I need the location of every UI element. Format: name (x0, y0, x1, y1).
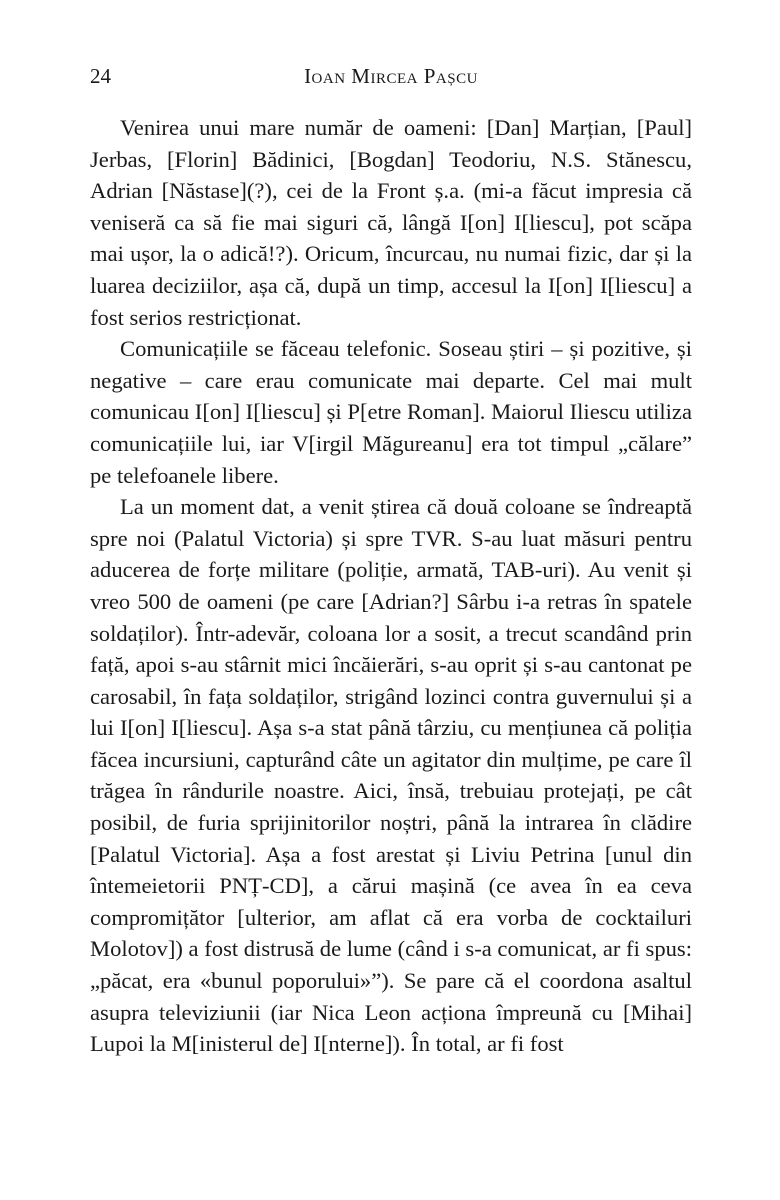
paragraph-1: Venirea unui mare număr de oameni: [Dan] Marțian, [Paul] Jerbas, [Florin] Bădinici, [Bogdan] Teodoriu, N.S. Stănescu, Adrian [Năstase](?), cei de la Front ș.a. (mi-a făcut impresia că veniseră ca să fie mai siguri că, lângă I[on] I[liescu], pot scăpa mai ușor, la o adică!?). Oricum, încurcau, nu numai fizic, dar și la luarea deciziilor, așa că, după un timp, accesul la I[on] I[liescu] a fost serios restricționat. (90, 115, 692, 330)
running-title: Ioan Mircea Pașcu (304, 64, 478, 88)
book-page (90, 60, 692, 1060)
body-text (90, 112, 692, 1060)
paragraph-2: Comunicațiile se făceau telefonic. Soseau știri – și pozitive, și negative – care erau comunicate mai departe. Cel mai mult comunicau I[on] I[liescu] și P[etre Roman]. Maiorul Iliescu utiliza comunicațiile lui, iar V[irgil Măgureanu] era tot timpul „călare” pe telefoanele libere. (90, 336, 692, 488)
paragraph-3: La un moment dat, a venit știrea că două coloane se îndreaptă spre noi (Palatul Victoria) și spre TVR. S-au luat măsuri pentru aducerea de forțe militare (poliție, armată, TAB-uri). Au venit și vreo 500 de oameni (pe care [Adrian?] Sârbu i-a retras în spatele soldaților). Într-adevăr, coloana lor a sosit, a trecut scandând prin față, apoi s-au stârnit mici încăierări, s-au oprit și s-au cantonat pe carosabil, în fața soldaților, strigând lozinci contra guvernului și a lui I[on] I[liescu]. Așa s-a stat până târziu, cu mențiunea că poliția făcea incursiuni, capturând câte un agitator din mulțime, pe care îl trăgea în rândurile noastre. Aici, însă, trebuiau protejați, pe cât posibil, de furia sprijinitorilor noștri, până la intrarea în clădire [Palatul Victoria]. Așa a fost arestat și Liviu Petrina [unul din întemeietorii PNȚ-CD], a cărui mașină (ce avea în ea ceva compromițător [ulterior, am aflat că era vorba de cocktailuri Molotov]) a fost distrusă de lume (când i s-a comunicat, ar fi spus: „păcat, era «bunul poporului»”). Se pare că el coordona asaltul asupra televiziunii (iar Nica Leon acționa împreună cu [Mihai] Lupoi la M[inisterul de] I[nterne]). În total, ar fi fost (90, 494, 692, 1057)
running-header (90, 60, 692, 92)
page-number: 24 (90, 64, 111, 88)
